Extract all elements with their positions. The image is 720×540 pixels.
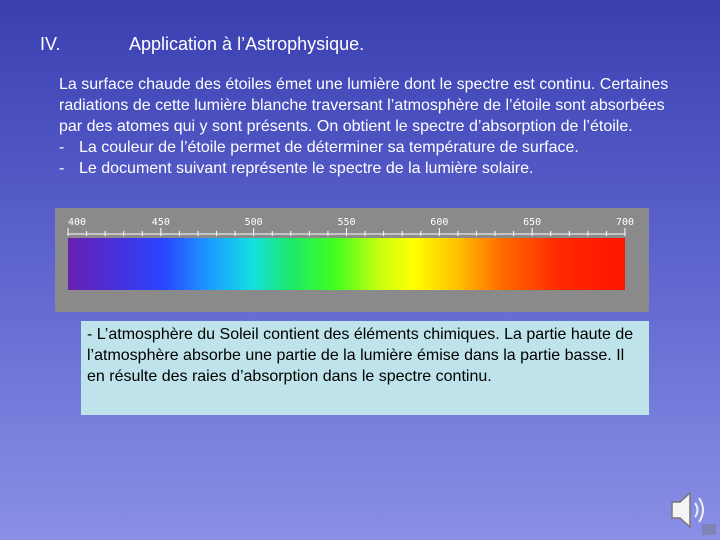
intro-paragraph: La surface chaude des étoiles émet une lumière dont le spectre est continu. Certaines radiations de cette lumière blanche traversant l’atmosphère de l’étoile sont absorbées par des atomes qui y sont présents. On obtient le spectre d’absorption de l’étoile. xyxy=(59,76,669,135)
scale-tick-label: 700 xyxy=(615,217,635,228)
scale-tick-label: 550 xyxy=(337,217,356,228)
bullet-text: Le document suivant représente le spectre de la lumière solaire. xyxy=(79,160,534,177)
spectrum-graphic xyxy=(55,208,649,312)
intro-text xyxy=(59,74,679,179)
scale-tick-label: 500 xyxy=(244,217,263,228)
solar-spectrum xyxy=(55,208,649,312)
slide-title: Application à l’Astrophysique. xyxy=(129,34,365,54)
bullet-item xyxy=(59,137,679,158)
scale-tick-label: 650 xyxy=(523,217,542,228)
bullet-item xyxy=(59,158,679,179)
scale-tick-label: 400 xyxy=(68,217,87,228)
speaker-icon[interactable] xyxy=(664,484,718,536)
scale-tick-label: 450 xyxy=(151,217,170,228)
spectrum-scale xyxy=(68,217,634,236)
bullet-text: La couleur de l’étoile permet de déterminer sa température de surface. xyxy=(79,139,579,156)
bullet-marker: - xyxy=(59,160,65,177)
spectrum-band xyxy=(68,238,625,290)
bullet-marker: - xyxy=(59,139,65,156)
section-number: IV. xyxy=(40,34,61,54)
note-box: - L’atmosphère du Soleil contient des éléments chimiques. La partie haute de l’atmosphère absorbe une partie de la lumière émise dans la partie basse. Il en résulte des raies d’absorption dans le spectre continu. xyxy=(81,321,649,415)
scale-tick-label: 600 xyxy=(430,217,449,228)
